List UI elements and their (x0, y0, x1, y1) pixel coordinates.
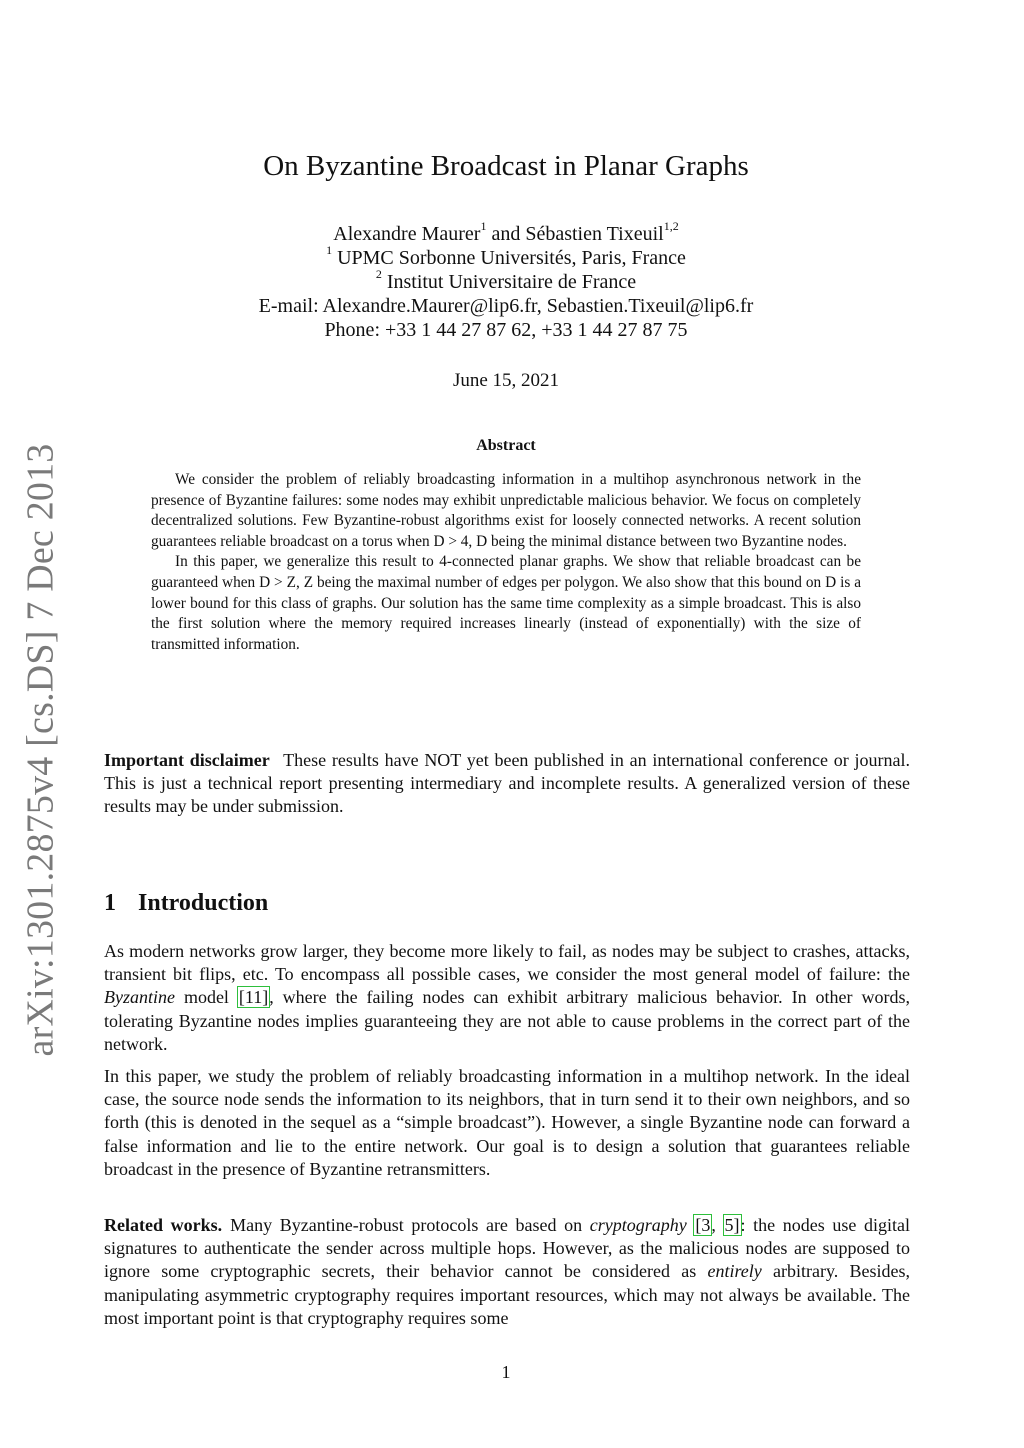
disclaimer-paragraph (104, 749, 910, 819)
introduction-body (104, 940, 910, 1181)
author-name-2: Sébastien Tixeuil (525, 223, 664, 245)
author-affil-mark-2: 1,2 (663, 219, 679, 234)
abstract-paragraph-2: In this paper, we generalize this result to 4-connected planar graphs. We show that reliable broadcast can be guaranteed when D > Z, Z being the maximal number of edges per polygon. We also show that this bound on D is a lower bound for this class of graphs. Our solution has the same time complexity as a simple broadcast. This is also the first solution where the memory required increases linearly (instead of exponentially) with the size of transmitted information. (151, 553, 861, 653)
intro-p1-emphasis: Byzantine (104, 987, 175, 1008)
author-conjunction: and (486, 223, 526, 245)
intro-paragraph-2: In this paper, we study the problem of reliably broadcasting information in a multihop network. In the ideal case, the source node sends the information to its neighbors, that in turn send it to their own neighbors, and so forth (this is denoted in the sequel as a “simple broadcast”). However, a single Byzantine node can forward a false information and lie to the entire network. Our goal is to design a solution that guarantees reliable broadcast in the presence of Byzantine retransmitters. (104, 1066, 910, 1179)
page-number: 1 (501, 1362, 511, 1382)
related-text-a: Many Byzantine-robust protocols are based on (230, 1215, 590, 1235)
intro-paragraph-1 (104, 940, 910, 1056)
intro-p1-text-b: model (174, 987, 238, 1008)
author-affil-mark-1: 1 (480, 219, 487, 234)
author-line (0, 219, 1012, 246)
author-email: E-mail: Alexandre.Maurer@lip6.fr, Sebastien.Tixeuil@lip6.fr (258, 295, 754, 317)
affiliation-1 (0, 243, 1012, 270)
abstract-heading: Abstract (476, 437, 536, 454)
abstract (151, 470, 861, 655)
related-works-heading: Related works. (104, 1215, 223, 1235)
citation-separator: , (711, 1215, 724, 1235)
affiliation-1-text: UPMC Sorbonne Universités, Paris, France (332, 247, 686, 269)
citation-link-3[interactable]: [3 (695, 1215, 711, 1235)
disclaimer-heading: Important disclaimer (104, 750, 270, 770)
citation-link-5[interactable]: 5] (724, 1215, 740, 1235)
intro-p1-text-c: , where the failing nodes can exhibit arbitrary malicious behavior. In other words, tolerating Byzantine nodes implies guaranteeing they are not able to cause problems in the correct part of the network. (104, 987, 910, 1054)
related-emphasis-cryptography: cryptography (589, 1215, 687, 1235)
author-phone: Phone: +33 1 44 27 87 62, +33 1 44 27 87 75 (324, 319, 688, 341)
author-block (0, 219, 1012, 342)
related-text-d: arbitrary. Besides, manipulating asymmetric cryptography requires important resources, which may not always be available. The most important point is that cryptography requires some (104, 1261, 910, 1328)
disclaimer (104, 749, 910, 819)
arxiv-id: arXiv:1301.2875v4 [cs.DS] 7 Dec 2013 (19, 443, 61, 1057)
disclaimer-text: These results have NOT yet been published in an international conference or journal. This is just a technical report presenting intermediary and incomplete results. A generalized version of these results may be under submission. (104, 750, 910, 817)
author-name-1: Alexandre Maurer (333, 223, 481, 245)
affiliation-2-text: Institut Universitaire de France (381, 271, 637, 293)
related-works-paragraph (104, 1214, 910, 1330)
paper-date: June 15, 2021 (452, 370, 560, 391)
related-works (104, 1214, 910, 1330)
arxiv-stamp (12, 443, 68, 1057)
abstract-paragraph-1: We consider the problem of reliably broadcasting information in a multihop asynchronous network in the presence of Byzantine failures: some nodes may exhibit unpredictable malicious behavior. We focus on completely decentralized solutions. Few Byzantine-robust algorithms exist for loosely connected networks. A recent solution guarantees reliable broadcast on a torus when D > 4, D being the minimal distance between two Byzantine nodes. (151, 471, 861, 550)
related-text-c: : the nodes use digital signatures to authenticate the sender across multiple hops. However, as the malicious nodes are supposed to ignore some cryptographic secrets, their behavior cannot be considered as (104, 1215, 910, 1282)
section-heading-introduction (104, 890, 268, 917)
section-title: Introduction (138, 890, 269, 916)
section-number: 1 (104, 890, 116, 916)
affiliation-2-mark: 2 (375, 267, 382, 282)
paper-title: On Byzantine Broadcast in Planar Graphs (263, 150, 749, 182)
intro-p1-text-a: As modern networks grow larger, they become more likely to fail, as nodes may be subject to crashes, attacks, transient bit flips, etc. To encompass all possible cases, we consider the most general model of failure: the (104, 941, 910, 985)
affiliation-1-mark: 1 (326, 243, 333, 258)
related-emphasis-entirely: entirely (707, 1261, 762, 1282)
affiliation-2 (0, 267, 1012, 294)
citation-link-11[interactable]: [11] (238, 987, 269, 1008)
